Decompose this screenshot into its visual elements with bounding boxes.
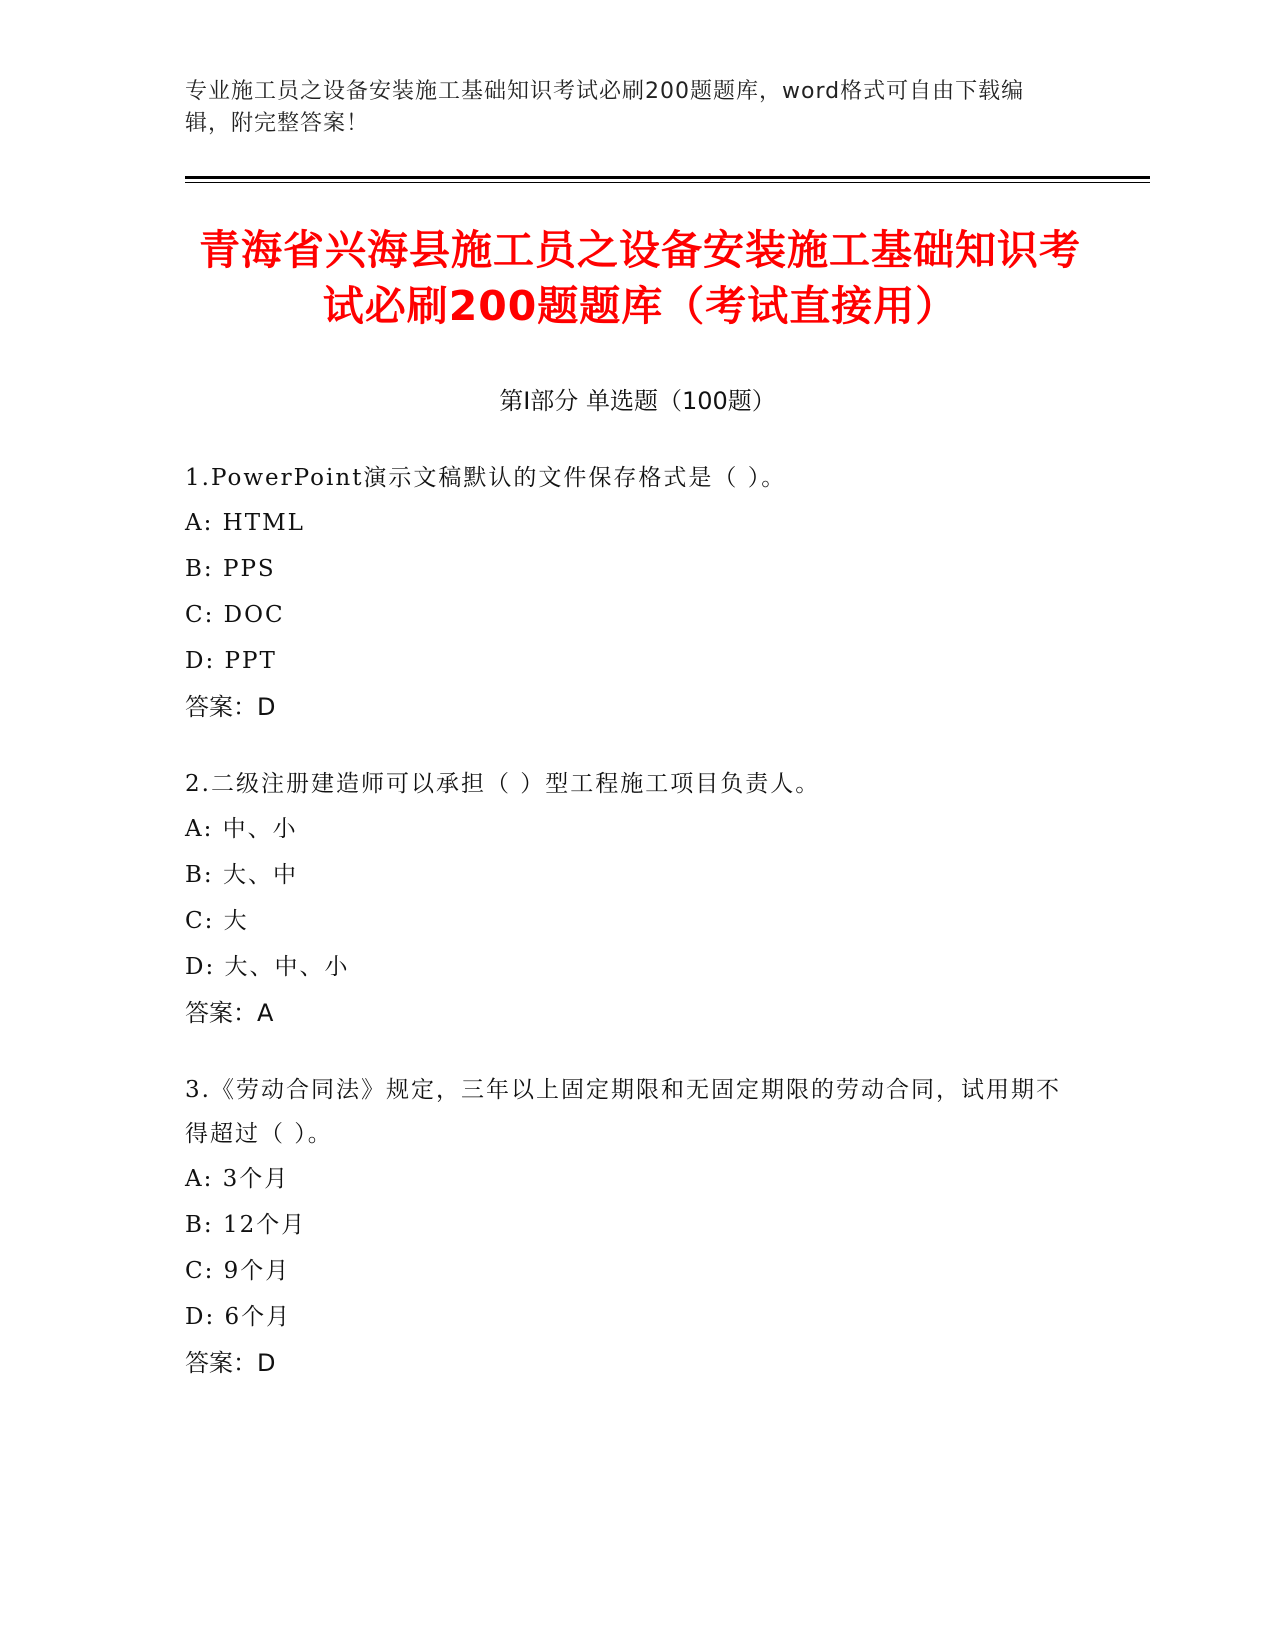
question-3 [185, 1068, 1085, 1386]
option-b: B: 大、中 [185, 862, 298, 888]
option-d: D: 6个月 [185, 1304, 292, 1330]
answer: 答案：D [185, 693, 276, 721]
option-c: C: 9个月 [185, 1258, 291, 1284]
header-note: 专业施工员之设备安装施工基础知识考试必刷200题题库，word格式可自由下载编辑，附完整答案！ [185, 79, 1025, 136]
document-title: 青海省兴海县施工员之设备安装施工基础知识考试必刷200题题库（考试直接用） [199, 226, 1081, 330]
answer: 答案：A [185, 999, 274, 1027]
option-a: A: 中、小 [185, 816, 298, 842]
option-a: A: 3个月 [185, 1166, 290, 1192]
header-rule-thin [185, 182, 1150, 183]
option-a: A: HTML [185, 510, 305, 536]
question-stem: 1.PowerPoint演示文稿默认的文件保存格式是（ ）。 [185, 465, 787, 491]
option-c: C: DOC [185, 602, 285, 628]
question-2 [185, 762, 1085, 1036]
question-stem: 3.《劳动合同法》规定，三年以上固定期限和无固定期限的劳动合同，试用期不得超过（ ）。 [185, 1077, 1061, 1147]
section-title: 第I部分 单选题（100题） [499, 387, 776, 415]
option-c: C: 大 [185, 908, 249, 934]
question-1 [185, 456, 1085, 730]
answer: 答案：D [185, 1349, 276, 1377]
option-b: B: PPS [185, 556, 276, 582]
option-b: B: 12个月 [185, 1212, 307, 1238]
option-d: D: 大、中、小 [185, 954, 350, 980]
header-rule-thick [185, 176, 1150, 179]
option-d: D: PPT [185, 648, 277, 674]
question-stem: 2.二级注册建造师可以承担（ ）型工程施工项目负责人。 [185, 771, 821, 797]
